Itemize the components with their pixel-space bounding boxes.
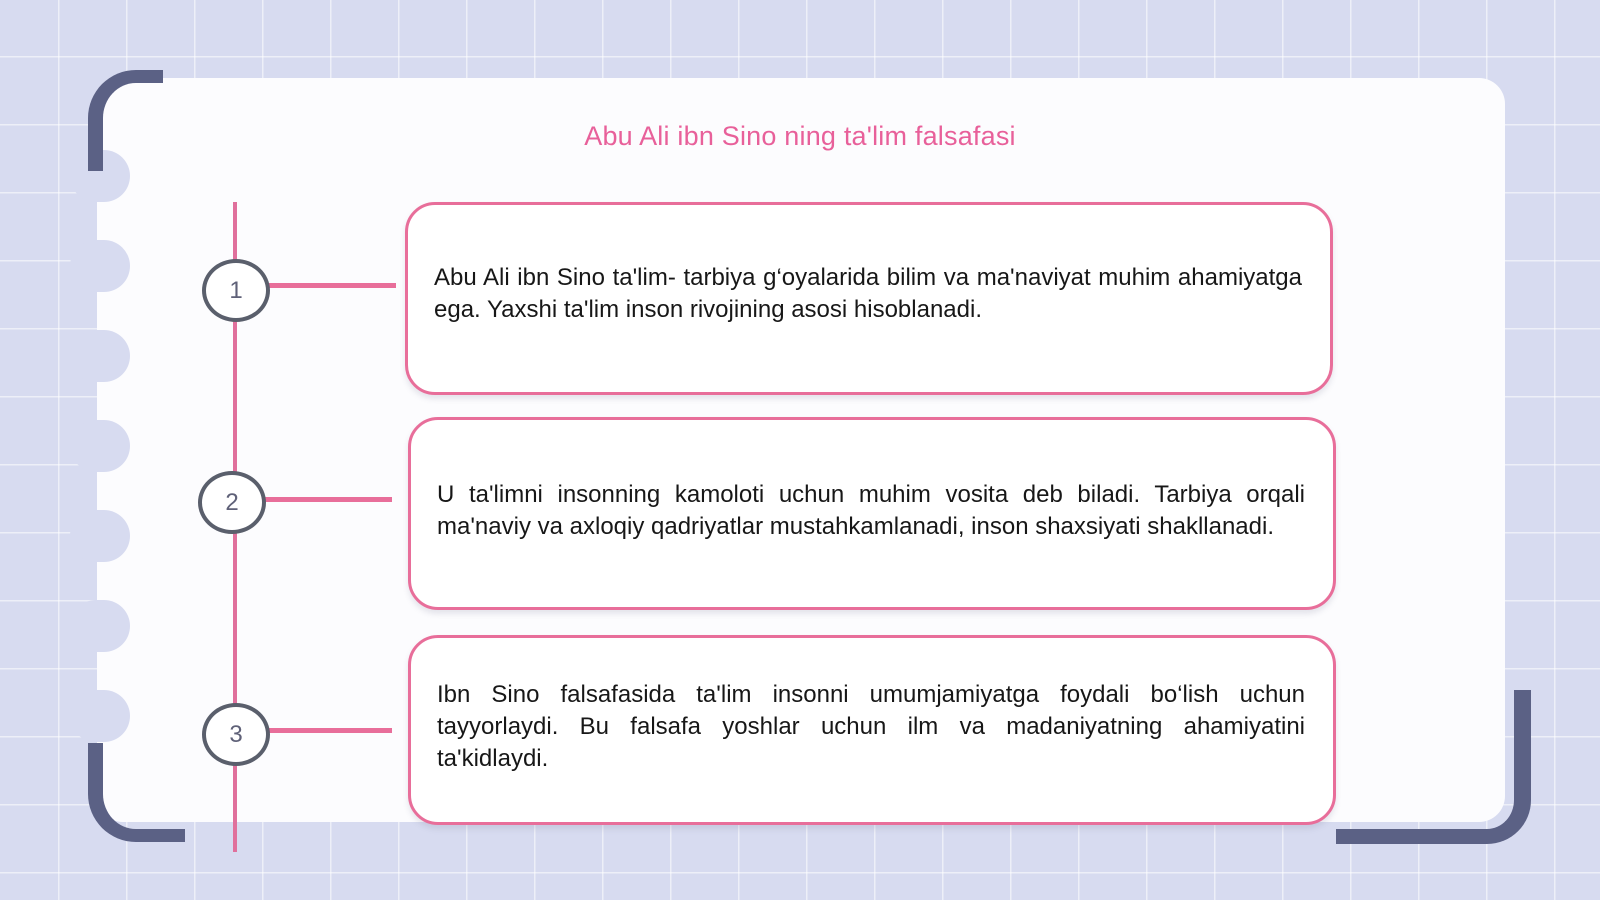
paper-notch [70,420,130,472]
timeline-card [408,417,1336,610]
timeline-number-badge [202,703,270,766]
paper-notch [70,690,130,742]
timeline-card [408,635,1336,825]
timeline-connector [266,283,396,288]
corner-bracket-bottom-left [88,743,185,842]
timeline-connector [266,728,392,733]
paper-notch [70,510,130,562]
paper-notch [70,240,130,292]
timeline-card-text: Abu Ali ibn Sino ta'lim- tarbiya g‘oyalarida bilim va ma'naviyat muhim ahamiyatga ega. Yaxshi ta'lim inson rivojining asosi hisoblanadi. [434,263,1302,323]
timeline-connector [262,497,392,502]
paper-notch [70,330,130,382]
timeline-card-text: U ta'limni insonning kamoloti uchun muhim vosita deb biladi. Tarbiya orqali ma'naviy va axloqiy qadriyatlar mustahkamlanadi, inson shaxsiyati shakllanadi. [437,480,1305,540]
paper-notch [70,600,130,652]
timeline-number-badge [202,259,270,322]
timeline-number-badge [198,471,266,534]
timeline-number: 1 [229,276,243,304]
timeline-number: 3 [229,720,243,748]
corner-bracket-bottom-right [1336,690,1531,844]
page-title: Abu Ali ibn Sino ning ta'lim falsafasi [584,121,1016,151]
timeline-card [405,202,1333,395]
timeline-number: 2 [225,488,239,516]
timeline-card-text: Ibn Sino falsafasida ta'lim insonni umumjamiyatga foydali bo‘lish uchun tayyorlaydi. Bu falsafa yoshlar uchun ilm va madaniyatning ahamiyatini ta'kidlaydi. [437,681,1305,772]
